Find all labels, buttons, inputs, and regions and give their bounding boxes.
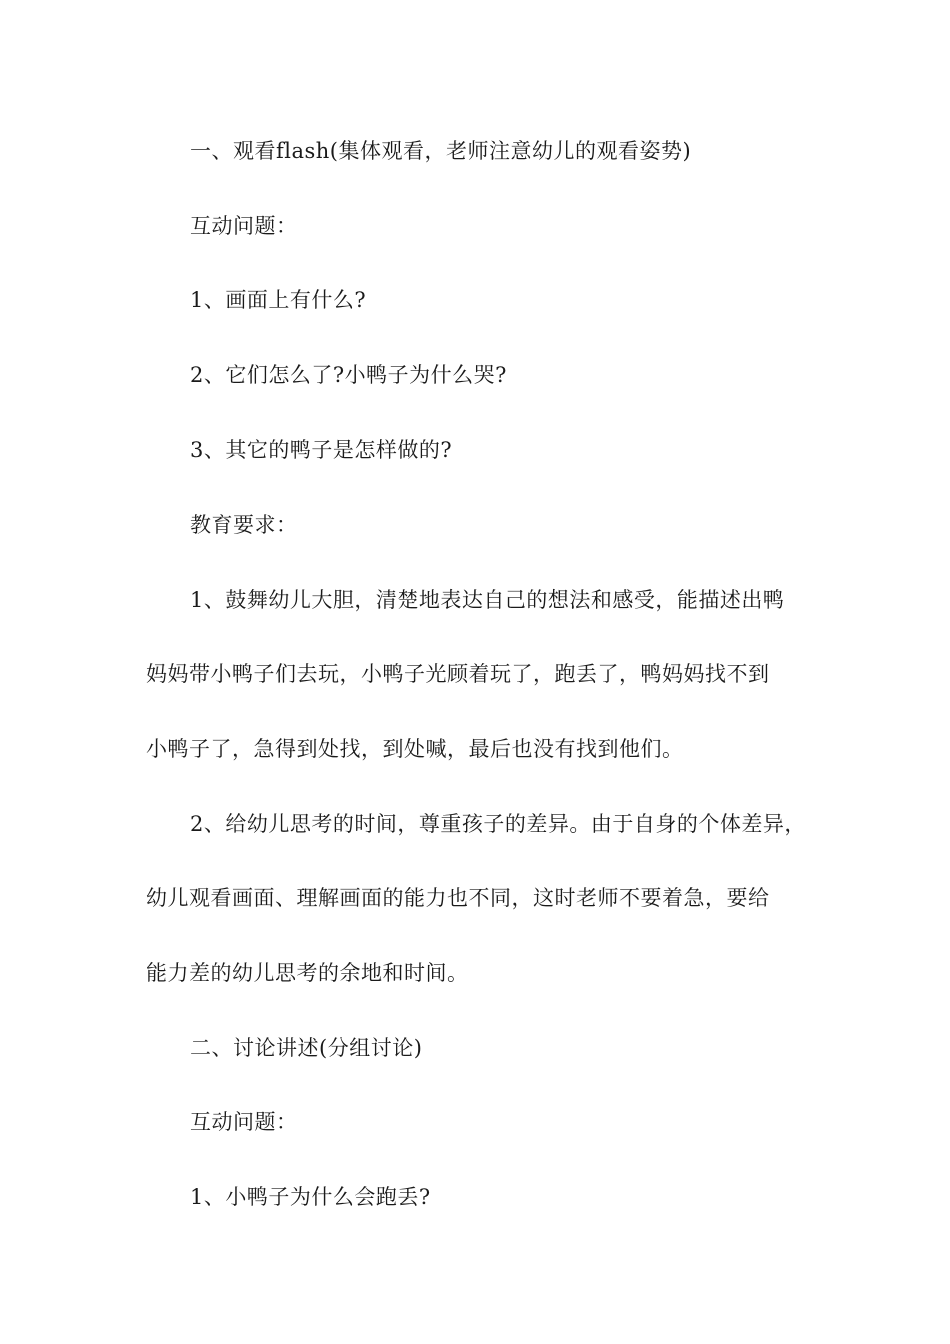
requirement-1-line-2: 妈妈带小鸭子们去玩，小鸭子光顾着玩了，跑丢了，鸭妈妈找不到 [146, 662, 770, 686]
discussion-question-1: 1、小鸭子为什么会跑丢? [190, 1185, 431, 1209]
requirement-1-line-1: 1、鼓舞幼儿大胆，清楚地表达自己的想法和感受，能描述出鸭 [190, 588, 785, 612]
subheading-education-requirements: 教育要求： [190, 513, 298, 537]
requirement-2-line-3: 能力差的幼儿思考的余地和时间。 [146, 961, 469, 985]
question-3: 3、其它的鸭子是怎样做的? [190, 438, 453, 462]
question-2: 2、它们怎么了?小鸭子为什么哭? [190, 363, 507, 387]
requirement-2-line-1: 2、给幼儿思考的时间，尊重孩子的差异。由于自身的个体差异， [190, 812, 806, 836]
requirement-2-line-2: 幼儿观看画面、理解画面的能力也不同，这时老师不要着急，要给 [146, 886, 770, 910]
section-heading-discussion: 二、讨论讲述(分组讨论) [190, 1036, 423, 1060]
section-heading-watch-flash: 一、观看flash(集体观看，老师注意幼儿的观看姿势) [190, 139, 692, 163]
requirement-1-line-3: 小鸭子了，急得到处找，到处喊，最后也没有找到他们。 [146, 737, 684, 761]
subheading-interaction-questions-2: 互动问题： [190, 1110, 298, 1134]
question-1: 1、画面上有什么? [190, 288, 367, 312]
subheading-interaction-questions: 互动问题： [190, 214, 298, 238]
